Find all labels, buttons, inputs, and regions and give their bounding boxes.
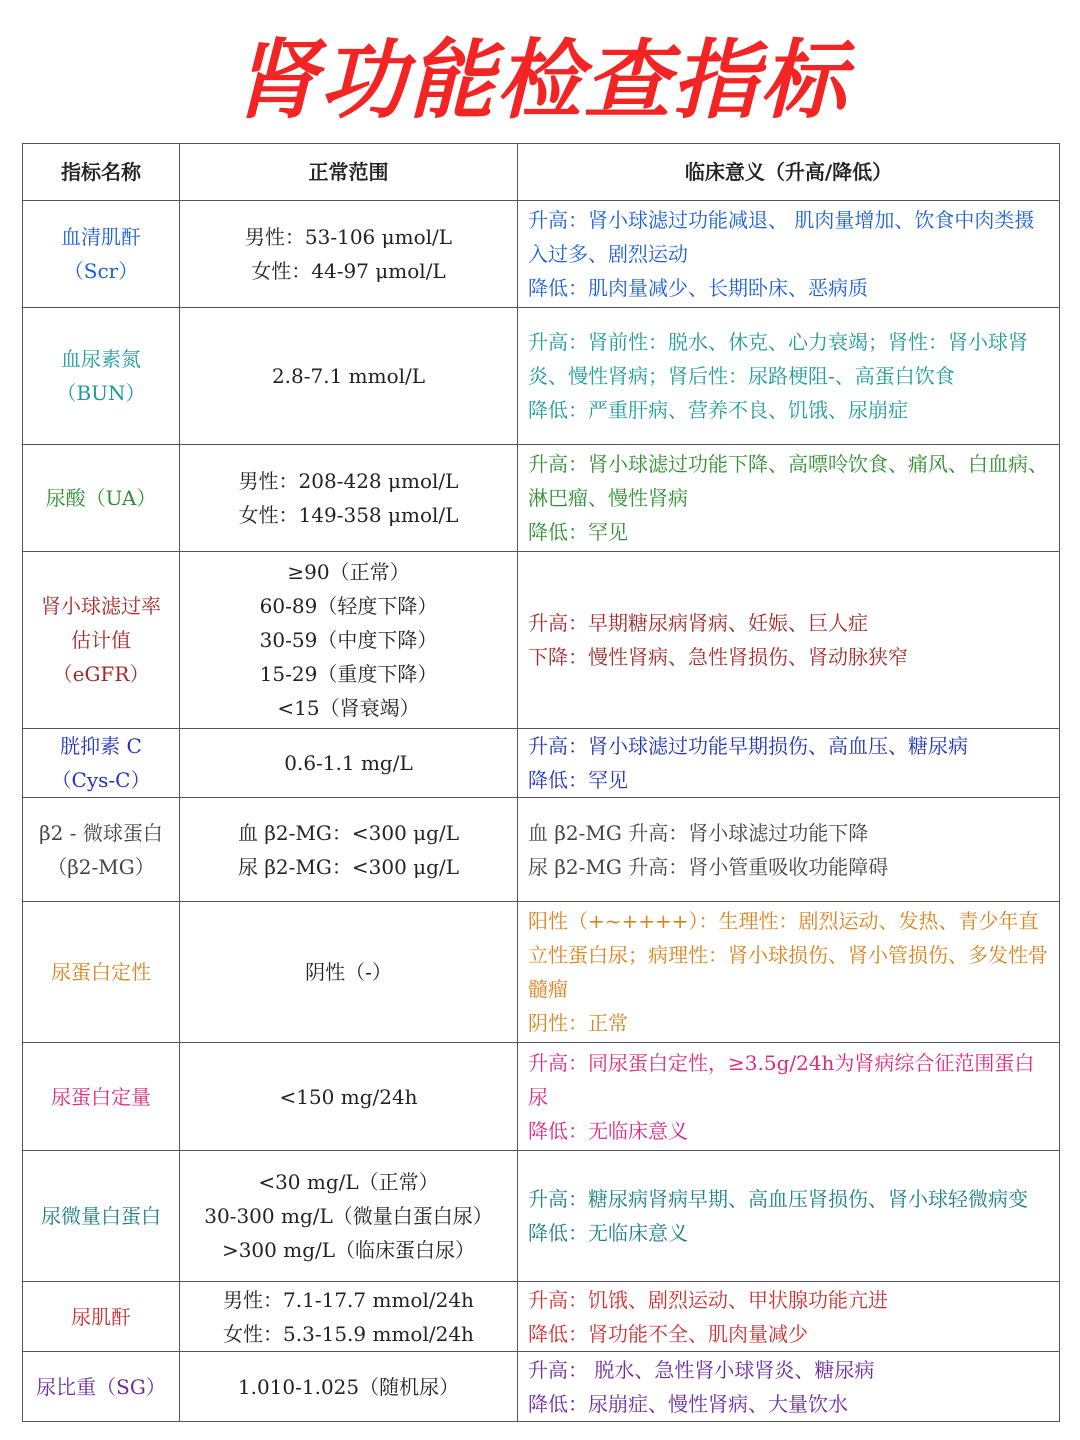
indicator-name xyxy=(23,902,180,1043)
normal-range xyxy=(180,552,518,729)
clinical-significance-line: 升高：肾小球滤过功能下降、高嘌呤饮食、痛风、白血病、淋巴瘤、慢性肾病 xyxy=(528,452,1048,510)
normal-range xyxy=(180,445,518,552)
clinical-significance-line: 降低：无临床意义 xyxy=(528,1118,688,1143)
normal-range xyxy=(180,1043,518,1151)
indicator-name-line: 尿酸（UA） xyxy=(45,486,157,510)
normal-range-line: ≥90（正常） xyxy=(287,560,410,584)
normal-range xyxy=(180,729,518,798)
indicator-name-line: （Cys-C） xyxy=(51,768,151,792)
indicator-name-line: 尿蛋白定量 xyxy=(51,1084,151,1109)
indicator-name xyxy=(23,1043,180,1151)
indicator-name xyxy=(23,729,180,798)
normal-range-line: 女性：149-358 μmol/L xyxy=(238,503,459,527)
indicator-name xyxy=(23,201,180,308)
clinical-significance-line: 升高：同尿蛋白定性，≥3.5g/24h为肾病综合征范围蛋白尿 xyxy=(528,1050,1035,1109)
clinical-significance-line: 升高： 脱水、急性肾小球肾炎、糖尿病 xyxy=(528,1357,875,1382)
normal-range-line: 男性：208-428 μmol/L xyxy=(238,469,459,493)
clinical-significance xyxy=(518,445,1060,552)
normal-range-line: <30 mg/L（正常） xyxy=(258,1170,439,1194)
clinical-significance-line: 升高：肾小球滤过功能减退、 肌肉量增加、饮食中肉类摄入过多、剧烈运动 xyxy=(528,208,1035,266)
normal-range-line: <15（肾衰竭） xyxy=(277,696,420,720)
table-row xyxy=(23,201,1060,308)
clinical-significance-line: 降低：肾功能不全、肌肉量减少 xyxy=(528,1321,808,1346)
clinical-significance-line: 升高：肾前性：脱水、休克、心力衰竭；肾性：肾小球肾炎、慢性肾病；肾后性：尿路梗阻-、高蛋白饮食 xyxy=(528,330,1028,388)
indicator-name-line: 胱抑素 C xyxy=(60,734,142,758)
normal-range-line: 1.010-1.025（随机尿） xyxy=(237,1374,460,1399)
normal-range-line: 男性：7.1-17.7 mmol/24h xyxy=(223,1287,474,1312)
table-row xyxy=(23,552,1060,729)
clinical-significance xyxy=(518,201,1060,308)
indicator-name-line: 尿肌酐 xyxy=(71,1304,131,1329)
table-body xyxy=(23,201,1060,1422)
normal-range xyxy=(180,1352,518,1422)
indicator-name-line: 尿比重（SG） xyxy=(36,1374,166,1399)
indicator-name-line: 肾小球滤过率 xyxy=(41,594,161,618)
clinical-significance-line: 降低：肌肉量减少、长期卧床、恶病质 xyxy=(528,276,868,300)
clinical-significance xyxy=(518,1352,1060,1422)
kidney-function-table xyxy=(22,143,1060,1422)
indicator-name xyxy=(23,1282,180,1352)
clinical-significance-line: 升高：饥饿、剧烈运动、甲状腺功能亢进 xyxy=(528,1287,888,1312)
table-row xyxy=(23,308,1060,445)
normal-range-line: 15-29（重度下降） xyxy=(259,662,438,686)
indicator-name-line: （eGFR） xyxy=(52,662,150,686)
table-header-row xyxy=(23,144,1060,201)
header-normal-range: 正常范围 xyxy=(180,144,518,201)
indicator-name xyxy=(23,1352,180,1422)
normal-range xyxy=(180,798,518,902)
clinical-significance xyxy=(518,902,1060,1043)
normal-range-line: >300 mg/L（临床蛋白尿） xyxy=(221,1238,476,1262)
clinical-significance-line: 下降：慢性肾病、急性肾损伤、肾动脉狭窄 xyxy=(528,645,908,669)
normal-range-line: <150 mg/24h xyxy=(279,1084,418,1109)
table-row xyxy=(23,1282,1060,1352)
clinical-significance-line: 阴性：正常 xyxy=(528,1011,628,1035)
indicator-name xyxy=(23,445,180,552)
clinical-significance-line: 降低：罕见 xyxy=(528,520,628,544)
clinical-significance xyxy=(518,798,1060,902)
header-indicator-name: 指标名称 xyxy=(23,144,180,201)
indicator-name-line: 血清肌酐 xyxy=(61,225,141,249)
normal-range-line: 60-89（轻度下降） xyxy=(259,594,438,618)
clinical-significance xyxy=(518,1151,1060,1282)
clinical-significance xyxy=(518,308,1060,445)
normal-range-line: 血 β2-MG：<300 μg/L xyxy=(238,820,459,845)
clinical-significance-line: 尿 β2-MG 升高：肾小管重吸收功能障碍 xyxy=(528,854,889,879)
clinical-significance xyxy=(518,1282,1060,1352)
clinical-significance-line: 降低：严重肝病、营养不良、饥饿、尿崩症 xyxy=(528,398,908,422)
clinical-significance xyxy=(518,729,1060,798)
normal-range-line: 阴性（-） xyxy=(305,960,392,984)
clinical-significance-line: 阳性（+~++++）：生理性：剧烈运动、发热、青少年直立性蛋白尿；病理性：肾小球损伤、肾小管损伤、多发性骨髓瘤 xyxy=(528,909,1048,1001)
clinical-significance xyxy=(518,1043,1060,1151)
indicator-name-line: 尿微量白蛋白 xyxy=(41,1204,161,1228)
clinical-significance-line: 降低：罕见 xyxy=(528,768,628,792)
indicator-name-line: β2 - 微球蛋白（β2-MG） xyxy=(39,820,163,879)
indicator-name xyxy=(23,552,180,729)
normal-range xyxy=(180,1151,518,1282)
normal-range xyxy=(180,308,518,445)
indicator-name xyxy=(23,1151,180,1282)
clinical-significance-line: 血 β2-MG 升高：肾小球滤过功能下降 xyxy=(528,820,869,845)
indicator-name-line: 尿蛋白定性 xyxy=(51,960,151,984)
table-row xyxy=(23,1151,1060,1282)
normal-range xyxy=(180,1282,518,1352)
clinical-significance-line: 升高：早期糖尿病肾病、妊娠、巨人症 xyxy=(528,611,868,635)
header-clinical-significance: 临床意义（升高/降低） xyxy=(518,144,1060,201)
table-row xyxy=(23,445,1060,552)
table-row xyxy=(23,1043,1060,1151)
clinical-significance xyxy=(518,552,1060,729)
table-row xyxy=(23,1352,1060,1422)
normal-range-line: 30-59（中度下降） xyxy=(259,628,438,652)
clinical-significance-line: 降低：无临床意义 xyxy=(528,1221,688,1245)
indicator-name-line: 估计值 xyxy=(71,628,131,652)
clinical-significance-line: 升高：糖尿病肾病早期、高血压肾损伤、肾小球轻微病变 xyxy=(528,1187,1028,1211)
indicator-name xyxy=(23,798,180,902)
table-row xyxy=(23,729,1060,798)
clinical-significance-line: 降低：尿崩症、慢性肾病、大量饮水 xyxy=(528,1391,848,1416)
indicator-name-line: （BUN） xyxy=(56,381,146,405)
normal-range-line: 女性：5.3-15.9 mmol/24h xyxy=(223,1321,474,1346)
table-row xyxy=(23,902,1060,1043)
indicator-name-line: （Scr） xyxy=(63,259,139,283)
clinical-significance-line: 升高：肾小球滤过功能早期损伤、高血压、糖尿病 xyxy=(528,734,968,758)
normal-range-line: 2.8-7.1 mmol/L xyxy=(271,364,426,388)
normal-range-line: 0.6-1.1 mg/L xyxy=(284,751,413,775)
normal-range xyxy=(180,201,518,308)
indicator-name xyxy=(23,308,180,445)
indicator-name-line: 血尿素氮 xyxy=(61,347,141,371)
normal-range xyxy=(180,902,518,1043)
table-row xyxy=(23,798,1060,902)
normal-range-line: 30-300 mg/L（微量白蛋白尿） xyxy=(204,1204,493,1228)
normal-range-line: 尿 β2-MG：<300 μg/L xyxy=(238,854,459,879)
normal-range-line: 男性：53-106 μmol/L xyxy=(244,225,453,249)
normal-range-line: 女性：44-97 μmol/L xyxy=(251,259,446,283)
page-title: 肾功能检查指标 xyxy=(232,31,848,131)
